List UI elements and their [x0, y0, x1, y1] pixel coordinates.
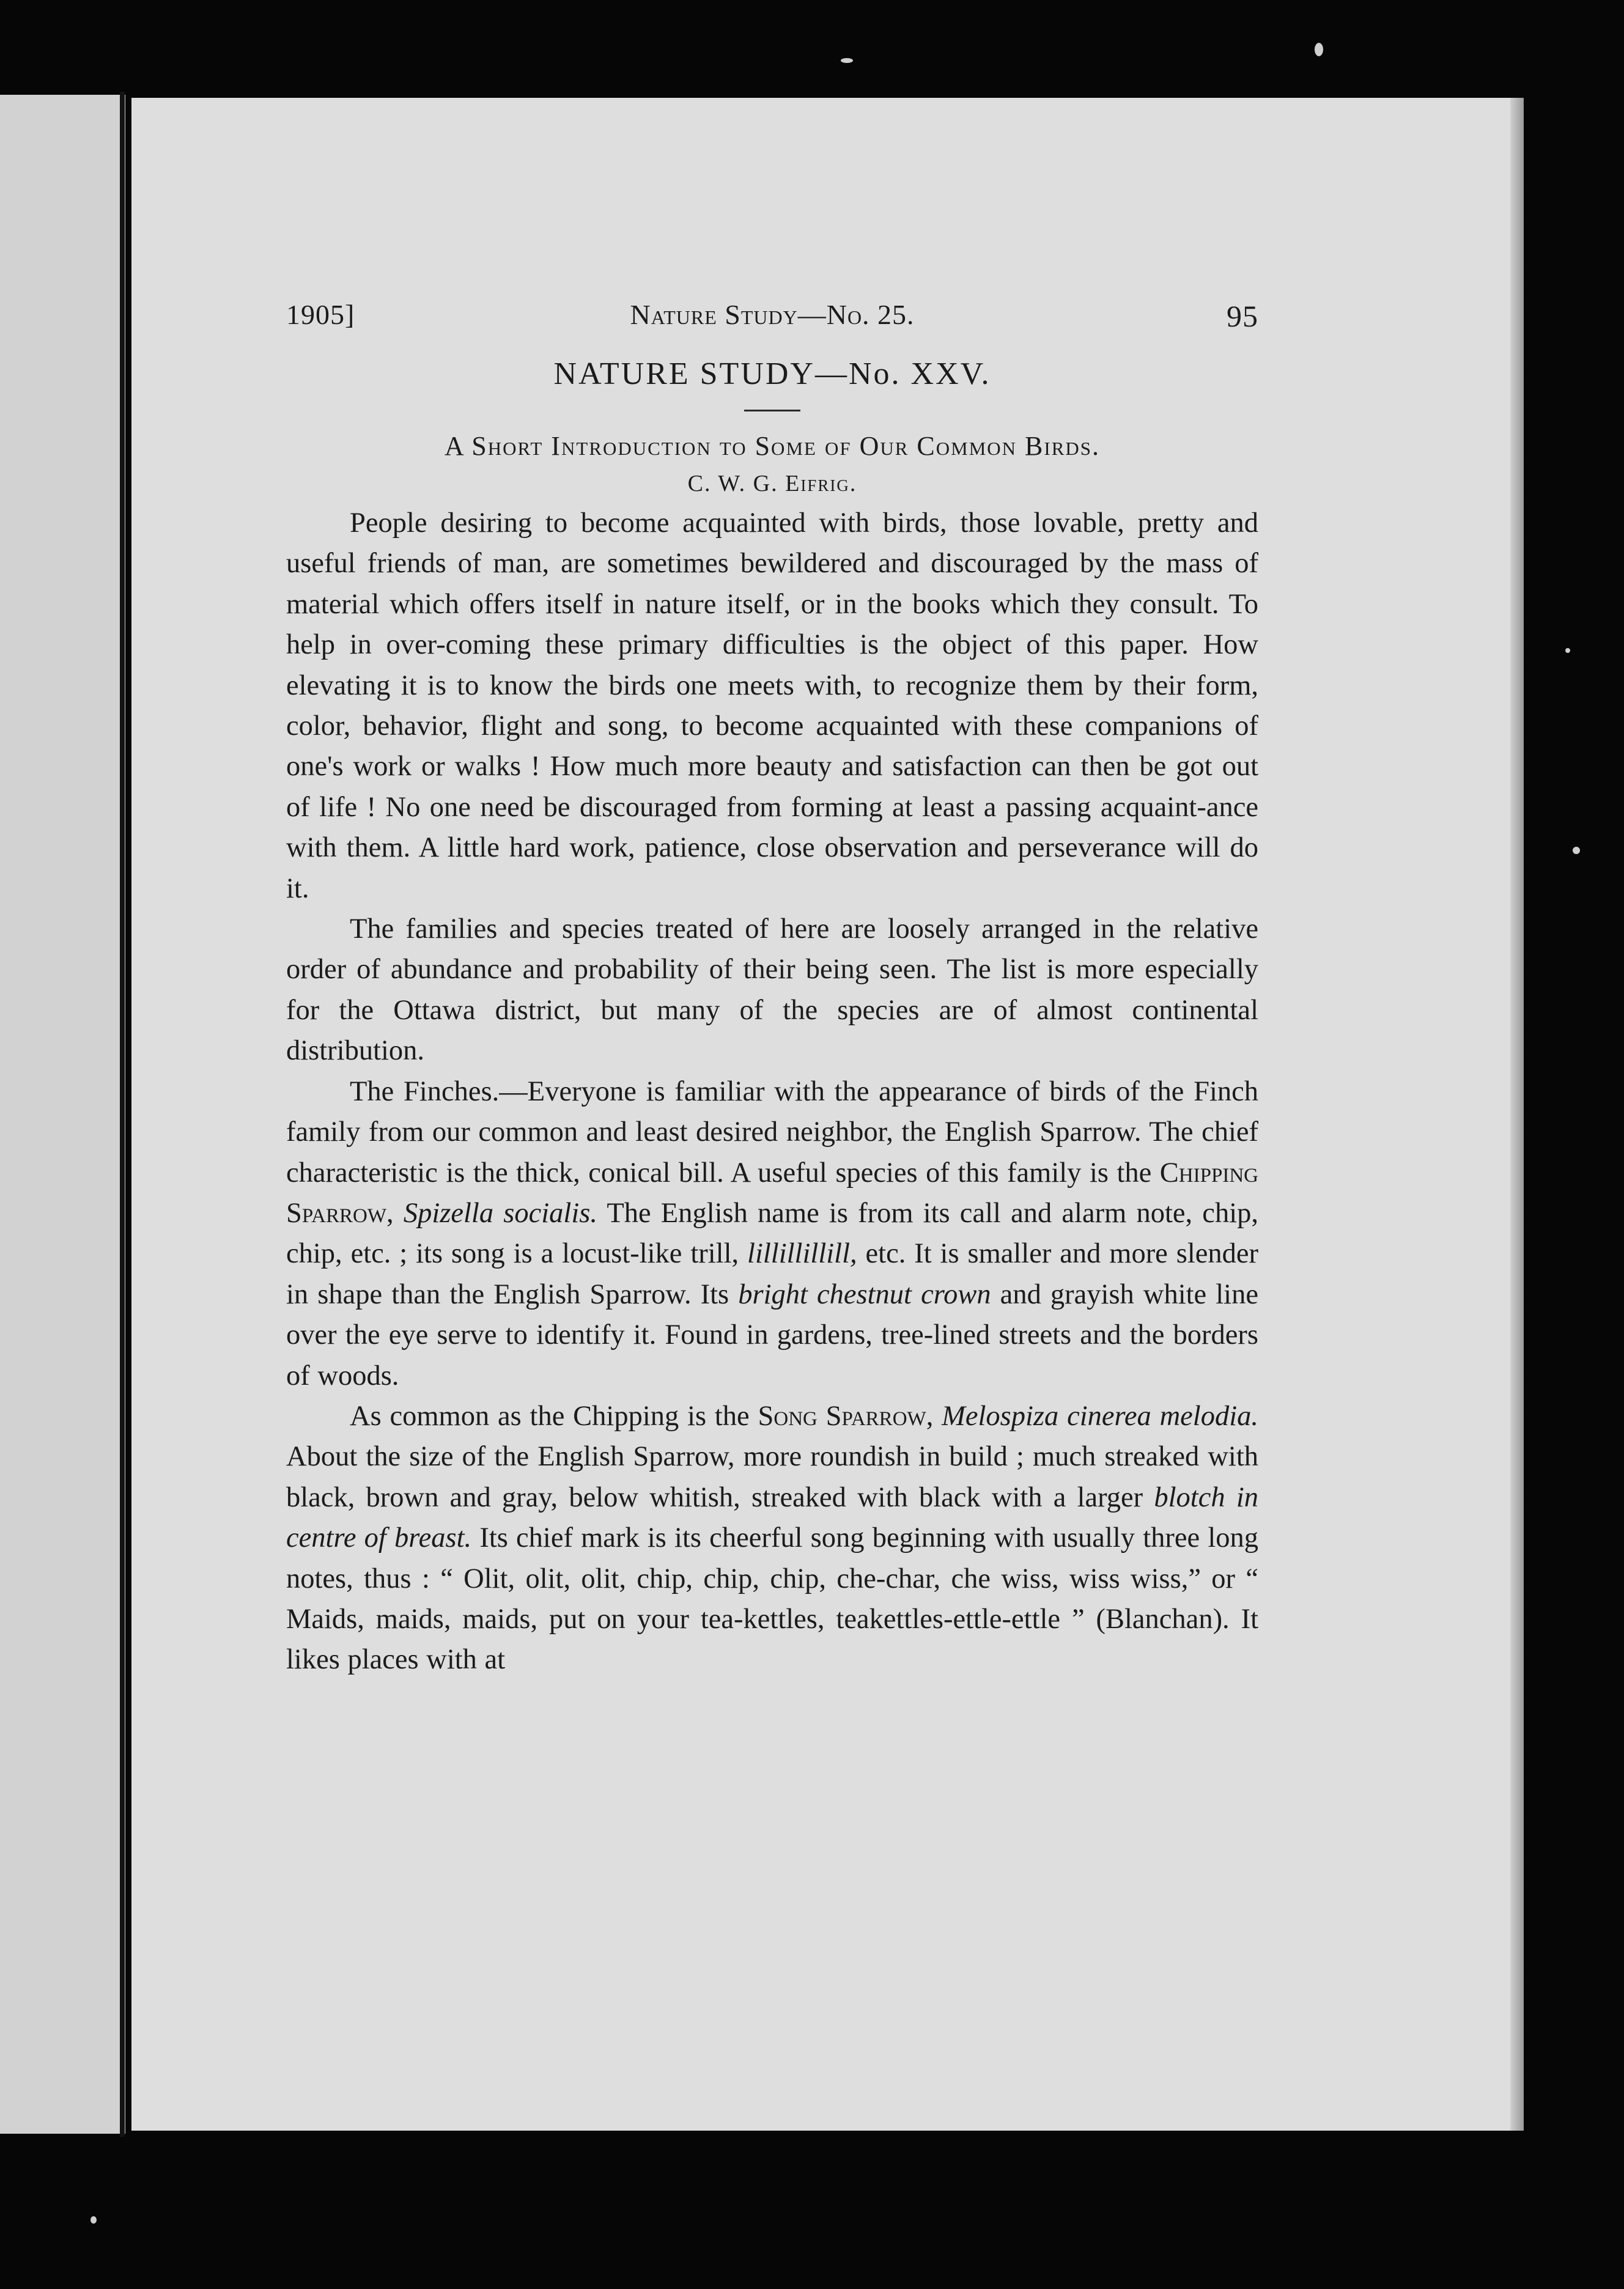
- text-run: ,: [386, 1197, 404, 1229]
- species-name-chipping-sparrow: Chipping Sparrow: [286, 1157, 1258, 1229]
- scan-speck: [90, 2216, 97, 2224]
- book-spine-shadow: [120, 92, 125, 2137]
- scan-speck: [841, 58, 853, 63]
- running-header: [286, 293, 1258, 342]
- text-run: The English name is from its call and alarm note, chip, chip, etc. ; its song is a locust-like trill,: [286, 1197, 1258, 1270]
- species-name-song-sparrow: Song Sparrow: [758, 1400, 926, 1432]
- text-run: The Finches.—Everyone is familiar with the appearance of birds of the Finch family from our common and least desired neighbor, the English Sparrow. The chief characteristic is the thick, conical bill. A useful species of this family is the: [286, 1075, 1258, 1189]
- field-mark: blotch in centre of breast.: [286, 1481, 1258, 1554]
- scan-speck: [1565, 648, 1570, 653]
- article-author: C. W. G. Eifrig.: [687, 471, 857, 496]
- scan-speck: [1315, 43, 1323, 56]
- paragraph-finches: [286, 1072, 1258, 1396]
- text-run: and grayish white line over the eye serve to identify it. Found in gardens, tree-lined streets and the borders of woods.: [286, 1278, 1258, 1391]
- paragraph-arrangement: The families and species treated of here are loosely arranged in the relative order of abundance and probability of their being seen. The list is more especially for the Ottawa district, but many of the species are of almost continental distribution.: [286, 913, 1258, 1067]
- title-rule: [744, 410, 800, 411]
- page-number: 95: [1227, 299, 1258, 333]
- text-run: About the size of the English Sparrow, more roundish in build ; much streaked with black, brown and gray, below whitish, streaked with black with a larger: [286, 1441, 1258, 1513]
- text-run: etc. It is smaller and more slender in shape than the English Sparrow. Its: [286, 1238, 1258, 1310]
- header-year: 1905]: [286, 299, 355, 330]
- page-edge-shadow: [1510, 98, 1524, 2131]
- text-run: ,: [926, 1400, 942, 1432]
- paragraph-song-sparrow: [286, 1396, 1258, 1681]
- scientific-name: Spizella socialis.: [403, 1197, 597, 1229]
- article-subtitle: A Short Introduction to Some of Our Common Birds.: [444, 431, 1101, 461]
- text-run: Its chief mark is its cheerful song beginning with usually three long notes, thus : “ Olit, olit, olit, chip, chip, chip, che-char, che wiss, wiss wiss,” or “ Maids, maids, maids, put on your tea-kettles, teakettles-ettle-ettle ” (Blanchan). It likes places with at: [286, 1522, 1258, 1676]
- page-content: [286, 293, 1258, 1681]
- paragraph-intro: People desiring to become acquainted with birds, those lovable, pretty and useful friends of man, are sometimes bewildered and discouraged by the mass of material which offers itself in nature itself, or in the books which they consult. To help in over-coming these primary difficulties is the object of this paper. How elevating it is to know the birds one meets with, to recognize them by their form, color, behavior, flight and song, to become acquainted with these companions of one's work or walks ! How much more beauty and satisfaction can then be got out of life ! No one need be discouraged from forming at least a passing acquaint-ance with them. A little hard work, patience, close observation and perseverance will do it.: [286, 507, 1258, 904]
- text-run: As common as the Chipping is the: [350, 1400, 758, 1432]
- field-mark: bright chestnut crown: [738, 1278, 991, 1310]
- scan-speck: [1573, 847, 1580, 854]
- header-running-title: Nature Study—No. 25.: [630, 299, 915, 330]
- facing-page-edge: [0, 95, 125, 2134]
- article-title: NATURE STUDY—No. XXV.: [553, 356, 991, 391]
- scientific-name: Melospiza cinerea melodia.: [942, 1400, 1259, 1432]
- song-trill: lillillillill,: [747, 1238, 857, 1270]
